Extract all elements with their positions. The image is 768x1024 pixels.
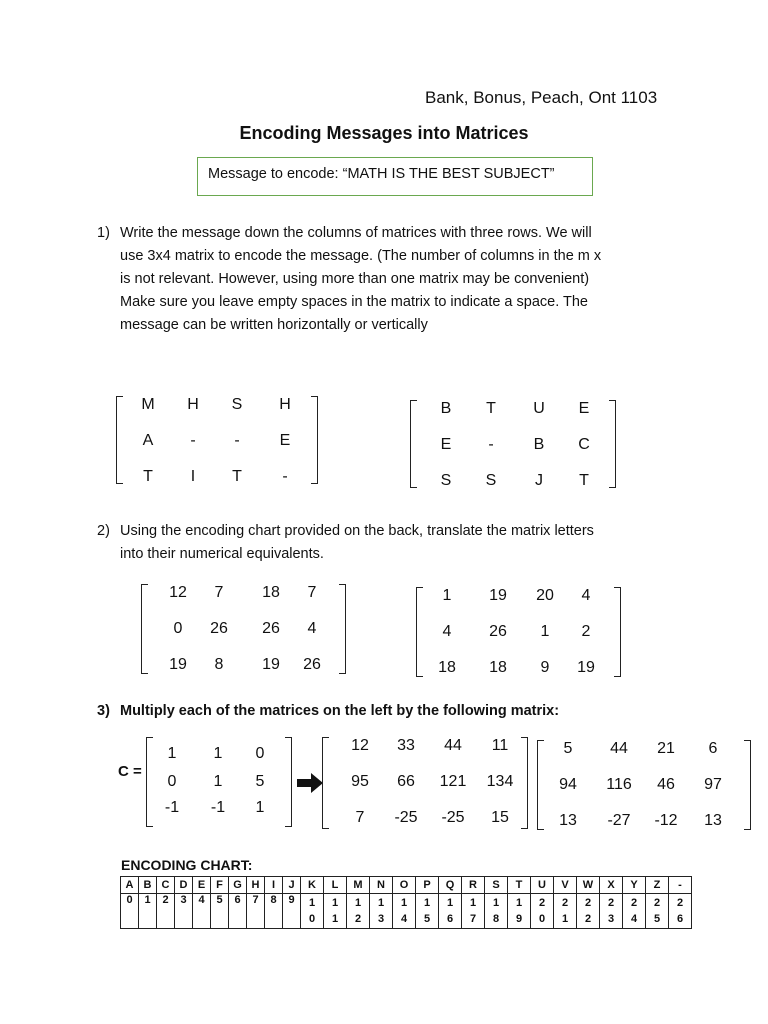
matrix-cell: 26 [210, 620, 228, 637]
chart-code: 2 5 [646, 894, 669, 929]
bracket-left [116, 396, 123, 484]
step-1-line: is not relevant. However, using more than one matrix may be convenient) [120, 271, 590, 287]
matrix-cell: S [440, 472, 452, 489]
chart-code: 2 6 [669, 894, 692, 929]
bracket-right [744, 740, 751, 830]
chart-code: 8 [265, 894, 283, 929]
chart-letter: S [485, 877, 508, 894]
matrix-cell: 8 [214, 656, 224, 673]
c-matrix [146, 737, 292, 827]
chart-letter: Z [646, 877, 669, 894]
matrix-cell: S [485, 472, 497, 489]
step-3-number: 3) [97, 703, 110, 719]
encoding-chart-title: ENCODING CHART: [121, 857, 253, 873]
matrix-cell: 1 [213, 745, 223, 762]
matrix-cell: 4 [581, 587, 591, 604]
matrix-cell: 0 [173, 620, 183, 637]
chart-code: 1 1 [324, 894, 347, 929]
result-matrix-2 [537, 740, 751, 830]
chart-code: 1 6 [439, 894, 462, 929]
chart-codes-row [121, 894, 692, 929]
matrix-cell: 18 [438, 659, 456, 676]
bracket-right [311, 396, 318, 484]
matrix-cell: 12 [351, 737, 369, 754]
matrix-cell: 9 [540, 659, 550, 676]
matrix-cell: - [488, 436, 494, 453]
chart-code: 1 3 [370, 894, 393, 929]
step-2-line: Using the encoding chart provided on the back, translate the matrix letters [120, 523, 594, 539]
matrix-cell: 4 [442, 623, 452, 640]
chart-letter: C [157, 877, 175, 894]
chart-code: 1 7 [462, 894, 485, 929]
bracket-left [537, 740, 544, 830]
number-matrix-1 [141, 584, 346, 674]
letter-matrix-1 [116, 396, 318, 484]
matrix-cell: 46 [657, 776, 675, 793]
chart-letter: D [175, 877, 193, 894]
matrix-cell: 13 [559, 812, 577, 829]
matrix-cell: 18 [262, 584, 280, 601]
matrix-cell: 33 [397, 737, 415, 754]
chart-letter: W [577, 877, 600, 894]
matrix-cell: J [535, 472, 543, 489]
matrix-cell: 121 [439, 773, 467, 790]
matrix-cell: 7 [307, 584, 317, 601]
chart-code: 1 2 [347, 894, 370, 929]
chart-letter: K [301, 877, 324, 894]
chart-letter: L [324, 877, 347, 894]
step-2-line: into their numerical equivalents. [120, 546, 324, 562]
matrix-cell: H [187, 396, 199, 413]
step-3-line: Multiply each of the matrices on the left by the following matrix: [120, 703, 560, 719]
matrix-cell: E [440, 436, 452, 453]
matrix-cell: E [279, 432, 291, 449]
matrix-cell: H [279, 396, 291, 413]
matrix-cell: 12 [169, 584, 187, 601]
matrix-cell: T [232, 468, 242, 485]
chart-letter: G [229, 877, 247, 894]
chart-code: 1 4 [393, 894, 416, 929]
matrix-cell: 1 [167, 745, 177, 762]
chart-letter: V [554, 877, 577, 894]
matrix-cell: 134 [486, 773, 514, 790]
chart-letter: M [347, 877, 370, 894]
chart-letters-row [121, 877, 692, 894]
matrix-cell: 7 [355, 809, 365, 826]
matrix-cell: 26 [489, 623, 507, 640]
chart-letter: I [265, 877, 283, 894]
encoding-chart [120, 876, 692, 929]
chart-code: 9 [283, 894, 301, 929]
chart-code: 1 8 [485, 894, 508, 929]
bracket-right [339, 584, 346, 674]
bracket-left [146, 737, 153, 827]
header-names: Bank, Bonus, Peach, Ont 1103 [425, 88, 658, 107]
chart-letter: E [193, 877, 211, 894]
matrix-cell: 4 [307, 620, 317, 637]
matrix-cell: 26 [303, 656, 321, 673]
number-matrix-2 [416, 587, 621, 677]
chart-letter: R [462, 877, 485, 894]
matrix-cell: 13 [704, 812, 722, 829]
chart-code: 2 3 [600, 894, 623, 929]
matrix-cell: 19 [577, 659, 595, 676]
right-arrow-icon [297, 773, 323, 798]
matrix-cell: A [142, 432, 154, 449]
bracket-right [614, 587, 621, 677]
chart-letter: T [508, 877, 531, 894]
matrix-cell: 20 [536, 587, 554, 604]
matrix-cell: 5 [255, 773, 265, 790]
chart-code: 1 [139, 894, 157, 929]
matrix-cell: E [578, 400, 590, 417]
chart-letter: F [211, 877, 229, 894]
step-1-line: message can be written horizontally or vertically [120, 317, 428, 333]
chart-code: 2 0 [531, 894, 554, 929]
chart-code: 2 1 [554, 894, 577, 929]
matrix-cell: 1 [255, 799, 265, 816]
message-text: Message to encode: “MATH IS THE BEST SUBJECT” [208, 166, 555, 182]
matrix-cell: U [533, 400, 545, 417]
chart-code: 3 [175, 894, 193, 929]
matrix-cell: -1 [210, 799, 226, 816]
bracket-right [521, 737, 528, 829]
step-1-line: Make sure you leave empty spaces in the matrix to indicate a space. The [120, 294, 589, 310]
matrix-cell: M [141, 396, 155, 413]
matrix-cell: -25 [394, 809, 418, 826]
matrix-cell: B [440, 400, 452, 417]
matrix-cell: 0 [255, 745, 265, 762]
chart-code: 2 [157, 894, 175, 929]
result-matrix-1 [322, 737, 528, 829]
matrix-cell: 21 [657, 740, 675, 757]
chart-code: 0 [121, 894, 139, 929]
chart-code: 2 4 [623, 894, 646, 929]
matrix-cell: 7 [214, 584, 224, 601]
matrix-cell: T [486, 400, 496, 417]
matrix-cell: 0 [167, 773, 177, 790]
matrix-cell: C [578, 436, 590, 453]
step-1-line: use 3x4 matrix to encode the message. (The number of columns in the m x [120, 248, 602, 264]
chart-letter: U [531, 877, 554, 894]
step-1-line: Write the message down the columns of matrices with three rows. We will [120, 225, 592, 241]
matrix-cell: T [143, 468, 153, 485]
bracket-left [416, 587, 423, 677]
matrix-cell: S [231, 396, 243, 413]
chart-letter: Q [439, 877, 462, 894]
chart-letter: Y [623, 877, 646, 894]
matrix-cell: -1 [164, 799, 180, 816]
chart-code: 7 [247, 894, 265, 929]
matrix-cell: 11 [491, 737, 509, 754]
matrix-cell: -25 [441, 809, 465, 826]
chart-code: 6 [229, 894, 247, 929]
chart-code: 1 0 [301, 894, 324, 929]
chart-code: 2 2 [577, 894, 600, 929]
matrix-cell: 26 [262, 620, 280, 637]
chart-code: 4 [193, 894, 211, 929]
bracket-right [609, 400, 616, 488]
bracket-right [285, 737, 292, 827]
step-1-number: 1) [97, 225, 110, 241]
matrix-cell: 18 [489, 659, 507, 676]
chart-letter: H [247, 877, 265, 894]
chart-letter: O [393, 877, 416, 894]
bracket-left [410, 400, 417, 488]
matrix-cell: 44 [444, 737, 462, 754]
chart-code: 5 [211, 894, 229, 929]
matrix-cell: 1 [213, 773, 223, 790]
matrix-cell: -27 [607, 812, 631, 829]
chart-letter: A [121, 877, 139, 894]
matrix-cell: 1 [540, 623, 550, 640]
bracket-left [141, 584, 148, 674]
matrix-cell: 19 [169, 656, 187, 673]
matrix-cell: 1 [442, 587, 452, 604]
matrix-cell: - [282, 468, 288, 485]
step-2-number: 2) [97, 523, 110, 539]
matrix-cell: - [234, 432, 240, 449]
matrix-cell: 66 [397, 773, 415, 790]
chart-letter: N [370, 877, 393, 894]
matrix-cell: 97 [704, 776, 722, 793]
matrix-cell: 15 [491, 809, 509, 826]
chart-letter: P [416, 877, 439, 894]
matrix-cell: 44 [610, 740, 628, 757]
matrix-cell: 94 [559, 776, 577, 793]
matrix-cell: 5 [563, 740, 573, 757]
matrix-cell: B [533, 436, 545, 453]
chart-code: 1 9 [508, 894, 531, 929]
matrix-cell: 116 [606, 776, 632, 793]
matrix-cell: 19 [262, 656, 280, 673]
chart-letter: - [669, 877, 692, 894]
c-label: C = [118, 763, 142, 780]
message-box [197, 157, 593, 196]
chart-letter: B [139, 877, 157, 894]
matrix-cell: 19 [489, 587, 507, 604]
chart-letter: J [283, 877, 301, 894]
letter-matrix-2 [410, 400, 616, 488]
matrix-cell: T [579, 472, 589, 489]
matrix-cell: 2 [581, 623, 591, 640]
chart-letter: X [600, 877, 623, 894]
bracket-left [322, 737, 329, 829]
matrix-cell: - [190, 432, 196, 449]
page-title: Encoding Messages into Matrices [239, 123, 529, 143]
matrix-cell: 95 [351, 773, 369, 790]
chart-code: 1 5 [416, 894, 439, 929]
matrix-cell: 6 [708, 740, 718, 757]
matrix-cell: I [190, 468, 196, 485]
matrix-cell: -12 [654, 812, 678, 829]
